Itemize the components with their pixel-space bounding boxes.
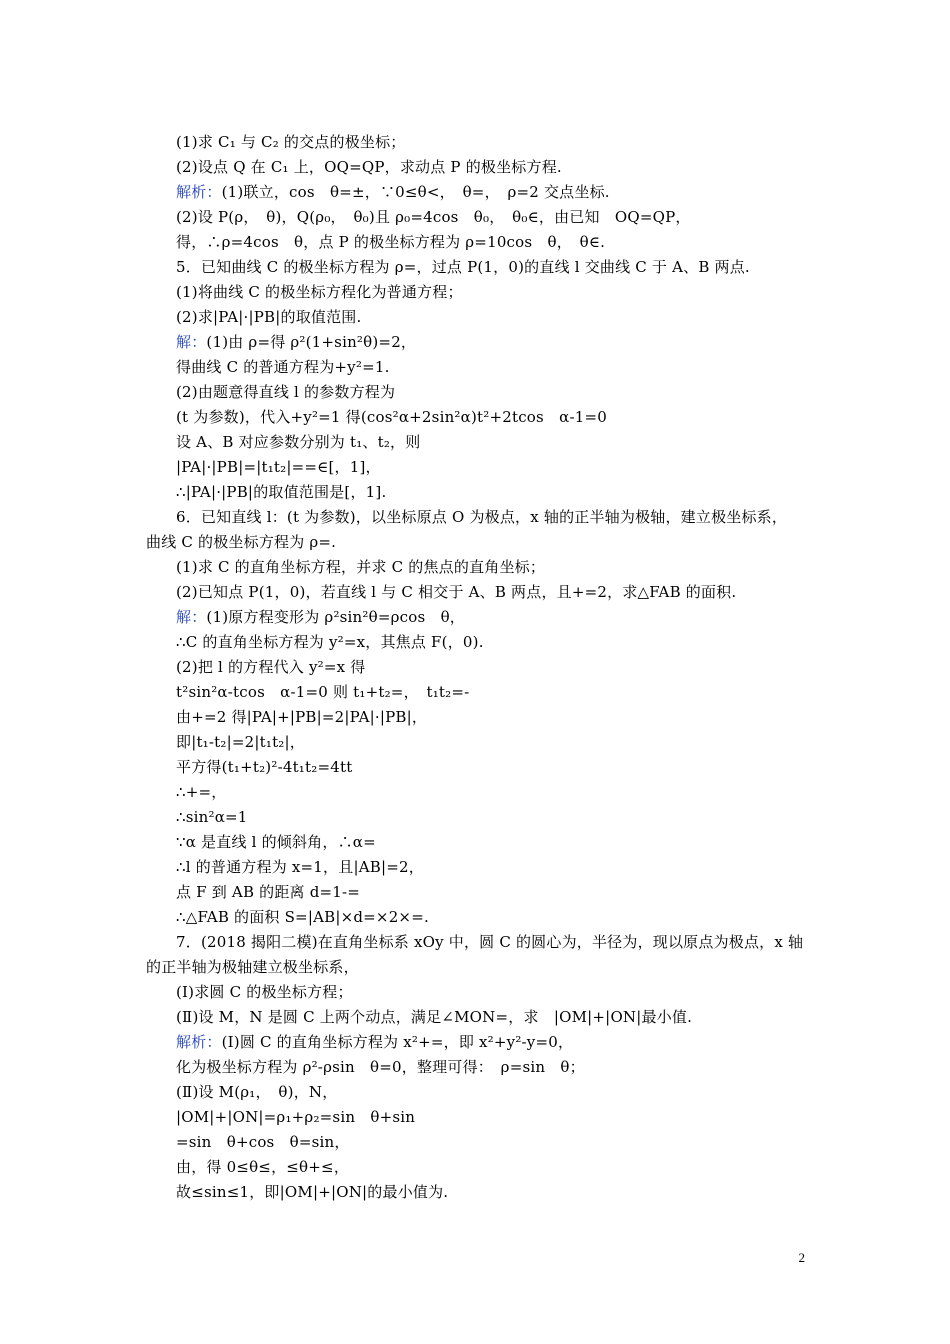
text-line bbox=[176, 982, 353, 1002]
line-text: (Ⅱ)设 M，N 是圆 C 上两个动点，满足∠MON=，求 |OM|+|ON|最小值. bbox=[176, 1008, 693, 1026]
line-text: 5．已知曲线 C 的极坐标方程为 ρ=，过点 P(1，0)的直线 l 交曲线 C 于 A、B 两点. bbox=[176, 258, 750, 276]
text-line bbox=[176, 157, 562, 177]
line-text: 点 F 到 AB 的距离 d=1-= bbox=[176, 883, 361, 901]
text-line bbox=[176, 807, 248, 827]
text-line bbox=[176, 1032, 573, 1052]
line-text: 化为极坐标方程为 ρ²-ρsin θ=0，整理可得： ρ=sin θ； bbox=[176, 1058, 585, 1076]
text-line bbox=[176, 932, 803, 952]
line-text: 由+=2 得|PA|+|PB|=2|PA|·|PB|， bbox=[176, 708, 428, 726]
text-line bbox=[176, 207, 691, 227]
text-line bbox=[176, 357, 390, 377]
line-text: ∴△FAB 的面积 S=|AB|×d=×2×=. bbox=[176, 908, 429, 926]
line-text: 即|t₁-t₂|=2|t₁t₂|， bbox=[176, 733, 305, 751]
text-line bbox=[176, 582, 736, 602]
text-line bbox=[176, 1057, 585, 1077]
line-text: (1)原方程变形为 ρ²sin²θ=ρcos θ， bbox=[206, 608, 466, 626]
text-line bbox=[176, 507, 787, 527]
line-text: (Ⅰ)圆 C 的直角坐标方程为 x²+=，即 x²+y²-y=0， bbox=[221, 1033, 574, 1051]
text-line bbox=[176, 707, 427, 727]
line-text: (2)把 l 的方程代入 y²=x 得 bbox=[176, 658, 366, 676]
text-line bbox=[176, 307, 361, 327]
text-line bbox=[176, 407, 607, 427]
text-line bbox=[176, 1107, 415, 1127]
line-text: |PA|·|PB|=|t₁t₂|==∈[，1]， bbox=[176, 458, 381, 476]
line-text: (2)已知点 P(1，0)，若直线 l 与 C 相交于 A、B 两点，且+=2，求△FAB 的面积. bbox=[176, 583, 737, 601]
line-text: ∵α 是直线 l 的倾斜角，∴α= bbox=[176, 833, 376, 851]
solution-label: 解： bbox=[176, 608, 207, 626]
line-text: 得，∴ρ=4cos θ，点 P 的极坐标方程为 ρ=10cos θ， θ∈. bbox=[176, 233, 606, 251]
text-line bbox=[176, 557, 545, 577]
text-line bbox=[176, 632, 484, 652]
line-text: ∴l 的普通方程为 x=1，且|AB|=2， bbox=[176, 858, 424, 876]
text-line bbox=[176, 1182, 448, 1202]
line-text: 由，得 0≤θ≤，≤θ+≤， bbox=[176, 1158, 350, 1176]
line-text: ∴C 的直角坐标方程为 y²=x，其焦点 F(，0). bbox=[176, 633, 484, 651]
line-text: 曲线 C 的极坐标方程为 ρ=. bbox=[146, 533, 337, 551]
line-text: (2)设 P(ρ， θ)，Q(ρ₀， θ₀)且 ρ₀=4cos θ₀， θ₀∈，由已知 OQ=QP， bbox=[176, 208, 691, 226]
line-text: ∴sin²α=1 bbox=[176, 808, 248, 826]
line-text: (2)由题意得直线 l 的参数方程为 bbox=[176, 383, 396, 401]
text-line bbox=[176, 832, 376, 852]
line-text: ∴+=， bbox=[176, 783, 227, 801]
text-line bbox=[176, 432, 420, 452]
line-text: t²sin²α-tcos α-1=0 则 t₁+t₂=， t₁t₂=- bbox=[176, 683, 470, 701]
line-text: (Ⅱ)设 M(ρ₁， θ)，N， bbox=[176, 1083, 338, 1101]
page-number: 2 bbox=[798, 1250, 805, 1265]
text-line bbox=[176, 232, 605, 252]
line-text: (1)求 C 的直角坐标方程，并求 C 的焦点的直角坐标； bbox=[176, 558, 546, 576]
line-text: 6．已知直线 l：(t 为参数)，以坐标原点 O 为极点，x 轴的正半轴为极轴，建立极坐标系， bbox=[176, 508, 788, 526]
text-line bbox=[176, 282, 463, 302]
text-line bbox=[176, 607, 465, 627]
line-text: ∴|PA|·|PB|的取值范围是[，1]. bbox=[176, 483, 387, 501]
solution-label: 解析： bbox=[176, 1033, 222, 1051]
text-line bbox=[176, 882, 360, 902]
line-text: 7．(2018 揭阳二模)在直角坐标系 xOy 中，圆 C 的圆心为，半径为，现以原点为极点，x 轴 bbox=[176, 933, 804, 951]
text-line bbox=[176, 657, 365, 677]
line-text: (1)由 ρ=得 ρ²(1+sin²θ)=2， bbox=[206, 333, 417, 351]
text-line bbox=[176, 182, 610, 202]
line-text: (2)求|PA|·|PB|的取值范围. bbox=[176, 308, 362, 326]
line-text: 的正半轴为极轴建立极坐标系， bbox=[146, 958, 359, 976]
text-line bbox=[146, 532, 336, 552]
text-line bbox=[176, 1157, 349, 1177]
line-text: =sin θ+cos θ=sin， bbox=[176, 1133, 350, 1151]
text-line bbox=[176, 907, 429, 927]
text-line bbox=[146, 957, 359, 977]
line-text: (Ⅰ)求圆 C 的极坐标方程； bbox=[176, 983, 353, 1001]
line-text: (t 为参数)，代入+y²=1 得(cos²α+2sin²α)t²+2tcos α-1=0 bbox=[176, 408, 607, 426]
text-line bbox=[176, 332, 416, 352]
solution-label: 解： bbox=[176, 333, 207, 351]
text-line bbox=[176, 1082, 337, 1102]
text-line bbox=[176, 1007, 692, 1027]
solution-label: 解析： bbox=[176, 183, 222, 201]
line-text: (2)设点 Q 在 C₁ 上，OQ=QP，求动点 P 的极坐标方程. bbox=[176, 158, 562, 176]
text-line bbox=[176, 782, 226, 802]
line-text: 设 A、B 对应参数分别为 t₁、t₂，则 bbox=[176, 433, 421, 451]
line-text: 得曲线 C 的普通方程为+y²=1. bbox=[176, 358, 390, 376]
text-line bbox=[176, 382, 395, 402]
text-line bbox=[176, 257, 750, 277]
line-text: |OM|+|ON|=ρ₁+ρ₂=sin θ+sin bbox=[176, 1108, 416, 1126]
line-text: 平方得(t₁+t₂)²-4t₁t₂=4tt bbox=[176, 758, 353, 776]
line-text: (1)求 C₁ 与 C₂ 的交点的极坐标； bbox=[176, 133, 406, 151]
line-text: (1)联立，cos θ=±，∵0≤θ<， θ=， ρ=2 交点坐标. bbox=[221, 183, 610, 201]
text-line bbox=[176, 457, 381, 477]
text-line bbox=[176, 732, 305, 752]
line-text: 故≤sin≤1，即|OM|+|ON|的最小值为. bbox=[176, 1183, 449, 1201]
line-text: (1)将曲线 C 的极坐标方程化为普通方程； bbox=[176, 283, 463, 301]
text-line bbox=[176, 132, 406, 152]
text-line bbox=[176, 857, 424, 877]
text-line bbox=[176, 682, 469, 702]
text-line bbox=[176, 482, 386, 502]
text-line bbox=[176, 757, 352, 777]
text-line bbox=[176, 1132, 350, 1152]
